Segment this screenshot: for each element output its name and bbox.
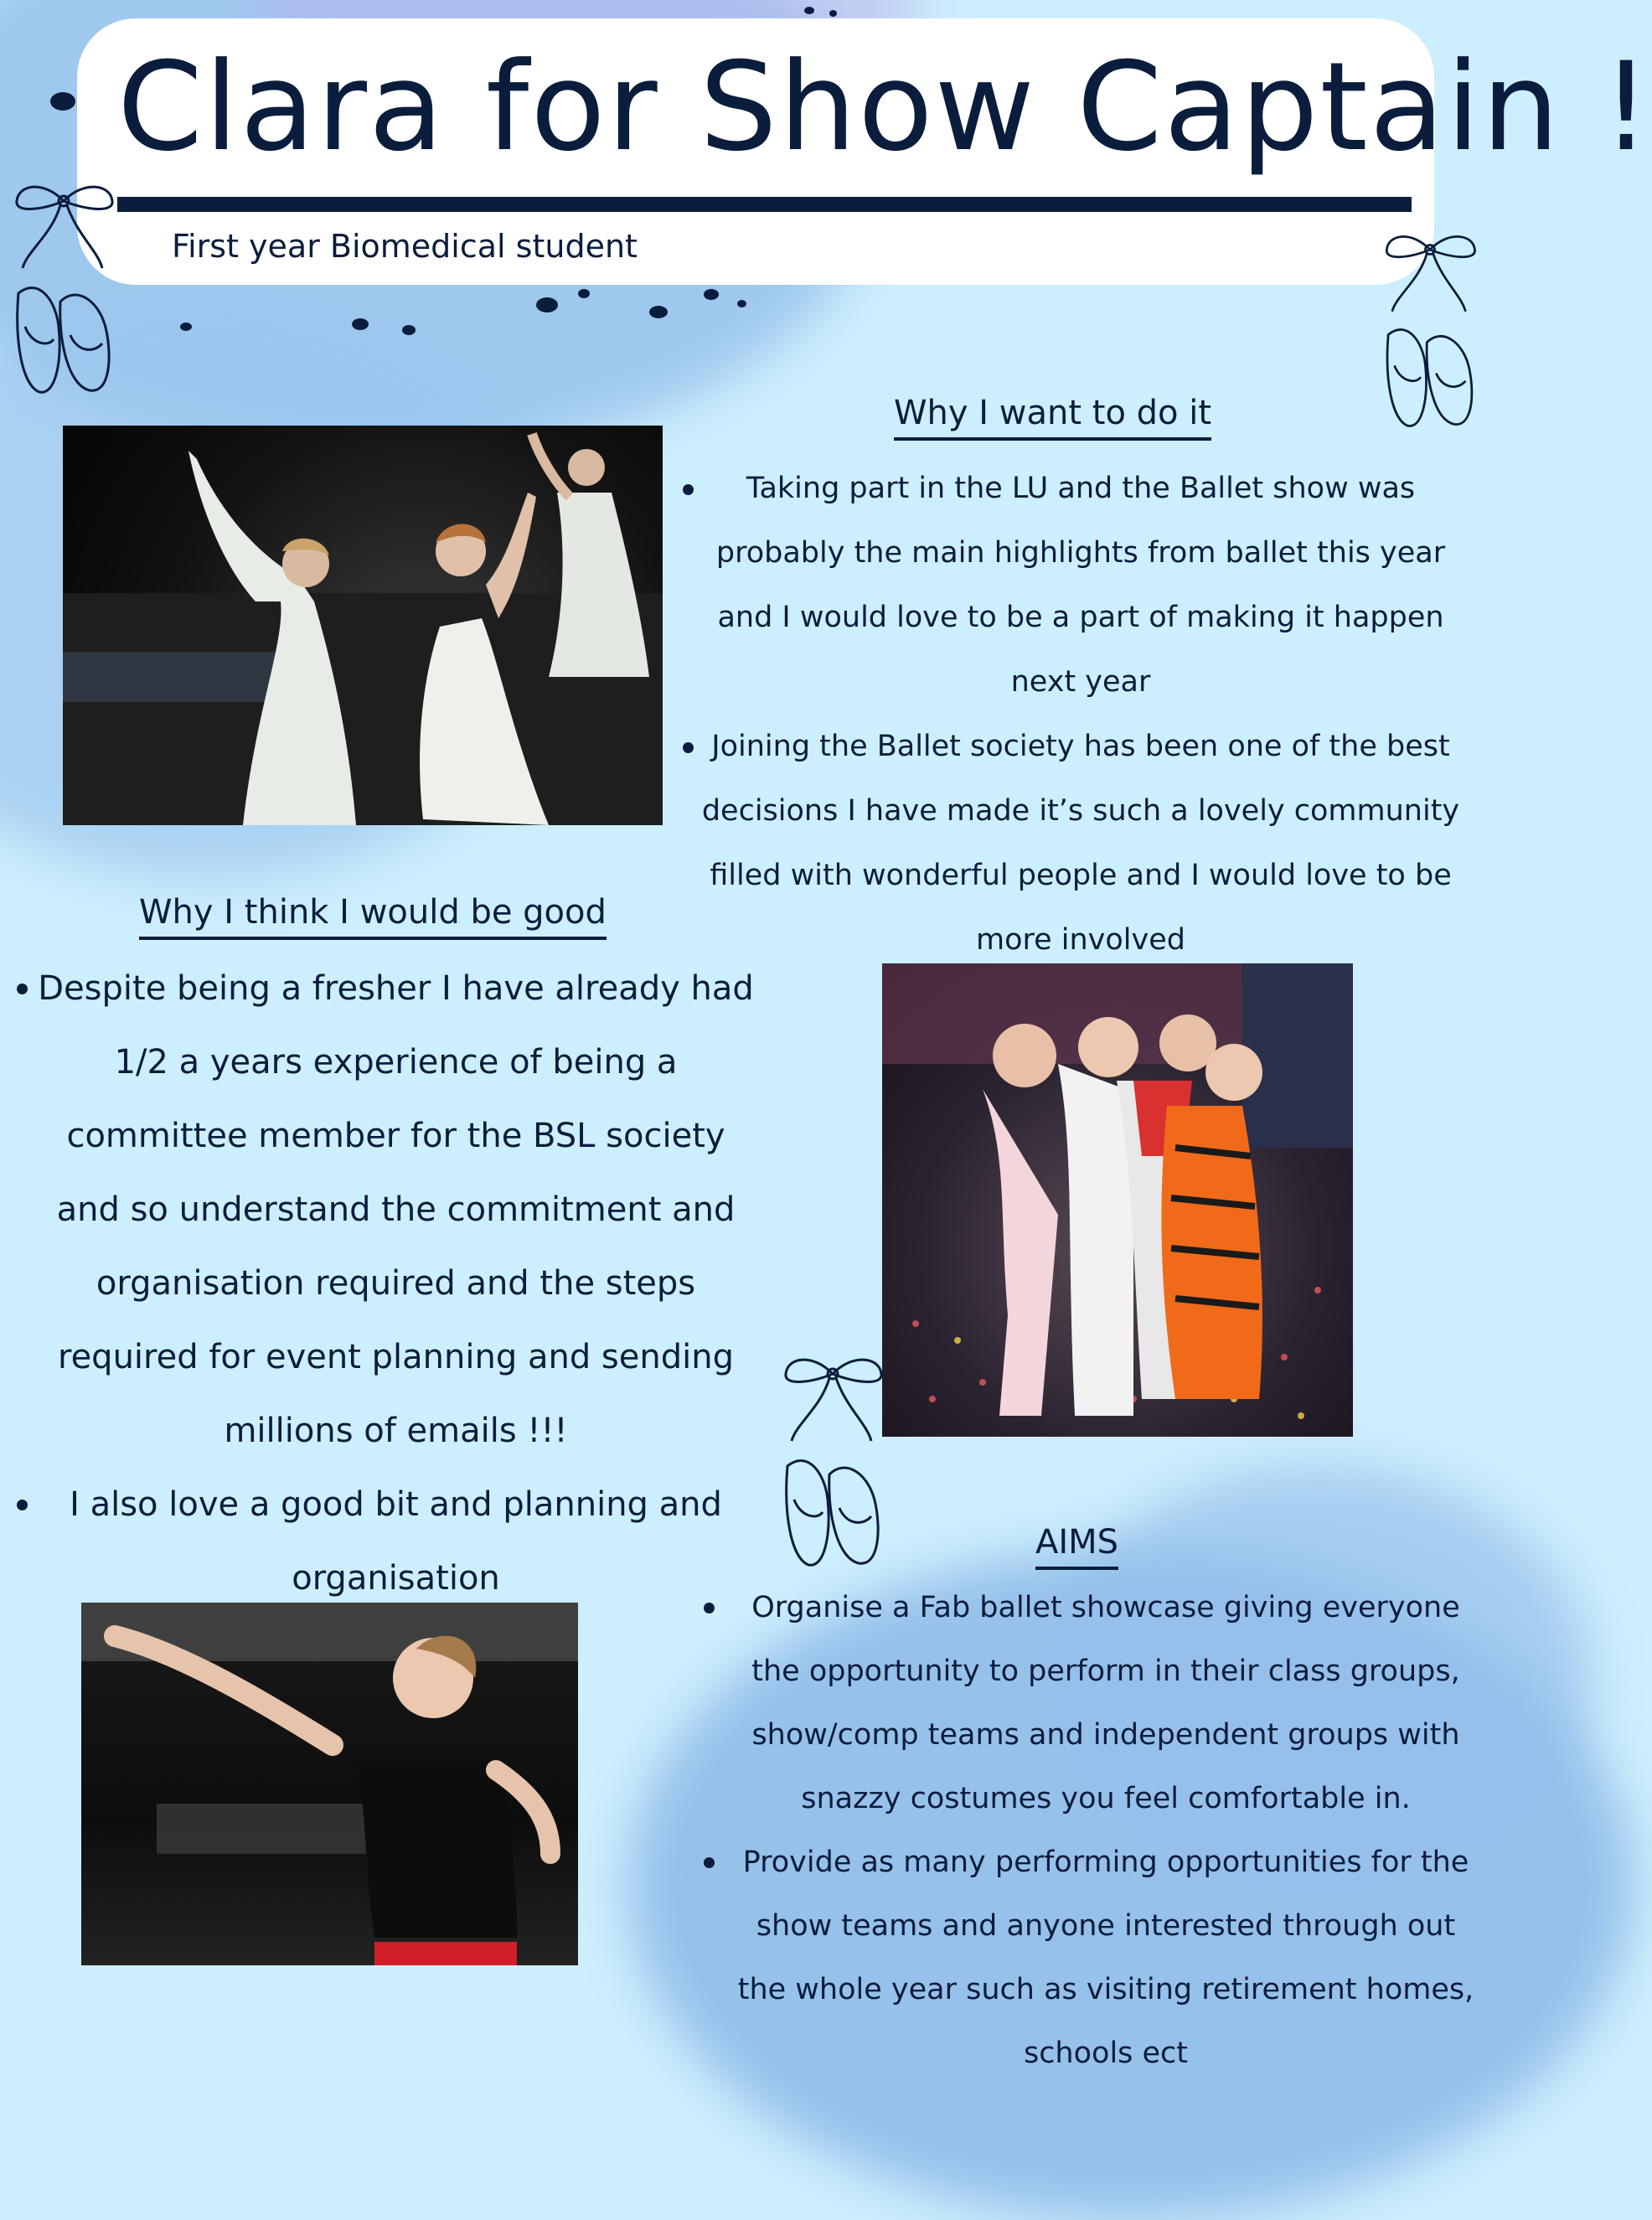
why-do-it-heading: Why I want to do it <box>894 394 1211 441</box>
list-item <box>733 1830 1479 2085</box>
ballet-shoes-icon <box>1381 222 1479 436</box>
why-do-it-list <box>700 457 1462 973</box>
bullet-icon <box>17 1500 28 1510</box>
page-subtitle: First year Biomedical student <box>172 228 638 265</box>
list-item-text: Taking part in the LU and the Ballet show was probably the main highlights from ballet this year and I would love to be a part of making it happen next year <box>715 472 1446 699</box>
bullet-icon <box>683 484 694 495</box>
list-item-text: Provide as many performing opportunities for the show teams and anyone interested through out the whole year such as visiting retirement homes, schools ect <box>737 1846 1474 2070</box>
list-item-text: Despite being a fresher I have already had 1/2 a years experience of being a committee member for the BSL society and so understand the commitment and organisation required and the steps required for event planning and sending millions of emails !!! <box>38 969 754 1450</box>
list-item <box>700 457 1462 715</box>
list-item-text: Organise a Fab ballet showcase giving everyone the opportunity to perform in their class groups, show/comp teams and independent groups with snazzy costumes you feel comfortable in. <box>751 1591 1460 1815</box>
list-item-text: I also love a good bit and planning and organisation <box>70 1485 722 1598</box>
bullet-icon <box>683 742 694 753</box>
list-item <box>38 1468 754 1615</box>
aims-heading: AIMS <box>1035 1523 1118 1570</box>
list-item <box>38 952 754 1468</box>
photo-dancers-stage <box>63 426 663 825</box>
bullet-icon <box>704 1857 715 1868</box>
photo-group-costumes <box>882 963 1353 1437</box>
page-title: Clara for Show Captain ! <box>117 36 1652 178</box>
list-item <box>700 715 1462 973</box>
title-underline <box>117 197 1412 212</box>
list-item <box>733 1576 1479 1830</box>
ballet-shoes-icon <box>10 176 117 398</box>
aims-list <box>733 1576 1479 2085</box>
ballet-shoes-icon <box>779 1349 886 1571</box>
bullet-icon <box>17 984 28 994</box>
why-good-heading: Why I think I would be good <box>139 893 607 940</box>
bullet-icon <box>704 1603 715 1613</box>
list-item-text: Joining the Ballet society has been one of the best decisions I have made it’s such a lovely community filled with wonderful people and I would love to be more involved <box>701 730 1460 957</box>
why-good-list <box>38 952 754 1615</box>
photo-solo-dancer <box>81 1603 578 1965</box>
